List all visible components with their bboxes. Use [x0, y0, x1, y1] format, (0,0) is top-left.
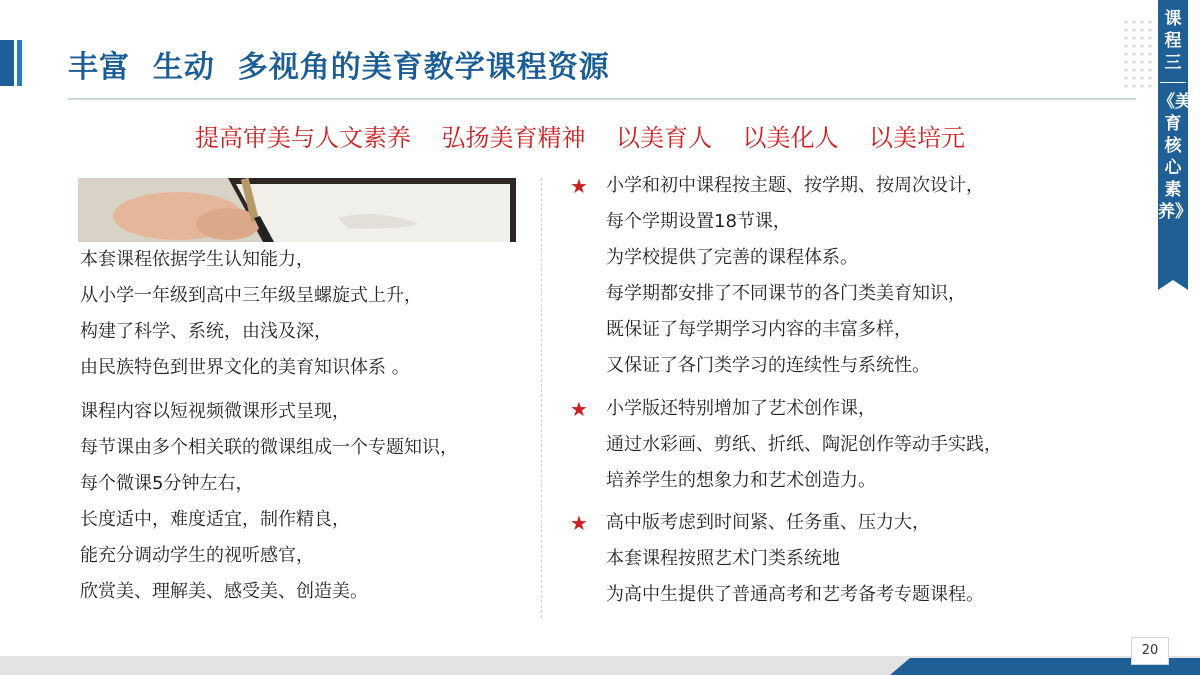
text-line: 小学和初中课程按主题、按学期、按周次设计， [606, 175, 984, 196]
text-line: 每个学期设置18节课， [606, 211, 791, 232]
left-paragraph-1 [80, 242, 422, 386]
ribbon-course-name: 《美育核心素养》 [1158, 92, 1192, 222]
text-line: 通过水彩画、剪纸、折纸、陶泥创作等动手实践， [606, 434, 1002, 455]
bullet-group-2 [570, 391, 1002, 499]
text-line: 高中版考虑到时间紧、任务重、压力大， [606, 512, 930, 533]
text-line: 培养学生的想象力和艺术创造力。 [606, 470, 876, 491]
text-line: 从小学一年级到高中三年级呈螺旋式上升， [80, 285, 422, 306]
star-icon: ★ [570, 397, 588, 421]
left-paragraph-2 [80, 394, 458, 610]
slogan: 提高审美与人文素养 弘扬美育精神 以美育人 以美化人 以美培元 [194, 124, 966, 152]
page-title: 丰富 生动 多视角的美育教学课程资源 [68, 50, 610, 85]
calligraphy-photo [78, 178, 516, 242]
text-line: 本套课程按照艺术门类系统地 [606, 548, 840, 569]
text-line: 课程内容以短视频微课形式呈现， [80, 401, 350, 422]
text-line: 由民族特色到世界文化的美育知识体系 。 [80, 357, 410, 378]
accent-bar [0, 40, 14, 86]
ribbon-course-label: 课程三 [1164, 9, 1182, 73]
text-line: 既保证了每学期学习内容的丰富多样， [606, 319, 912, 340]
text-line: 本套课程依据学生认知能力， [80, 249, 314, 270]
text-line: 欣赏美、理解美、感受美、创造美。 [80, 581, 368, 602]
bullet-group-3 [570, 505, 984, 613]
text-line: 每学期都安排了不同课节的各门类美育知识， [606, 283, 966, 304]
text-line: 每节课由多个相关联的微课组成一个专题知识， [80, 437, 458, 458]
text-line: 为高中生提供了普通高考和艺考备考专题课程。 [606, 584, 984, 605]
column-divider [541, 178, 542, 618]
text-line: 能充分调动学生的视听感官， [80, 545, 314, 566]
text-line: 每个微课5分钟左右， [80, 473, 254, 494]
ribbon-separator [1160, 82, 1186, 83]
side-ribbon-text [1158, 8, 1192, 223]
text-line: 为学校提供了完善的课程体系。 [606, 247, 858, 268]
dot-pattern [1122, 18, 1156, 88]
text-line: 又保证了各门类学习的连续性与系统性。 [606, 355, 930, 376]
text-line: 长度适中，难度适宜，制作精良， [80, 509, 350, 530]
page-number: 20 [1131, 637, 1169, 665]
side-ribbon-tip [1158, 280, 1188, 290]
text-line: 小学版还特别增加了艺术创作课， [606, 398, 876, 419]
bullet-group-1 [570, 168, 984, 384]
star-icon: ★ [570, 511, 588, 535]
star-icon: ★ [570, 174, 588, 198]
title-underline [68, 98, 1136, 100]
accent-bar-thin [17, 40, 22, 86]
text-line: 构建了科学、系统，由浅及深， [80, 321, 332, 342]
